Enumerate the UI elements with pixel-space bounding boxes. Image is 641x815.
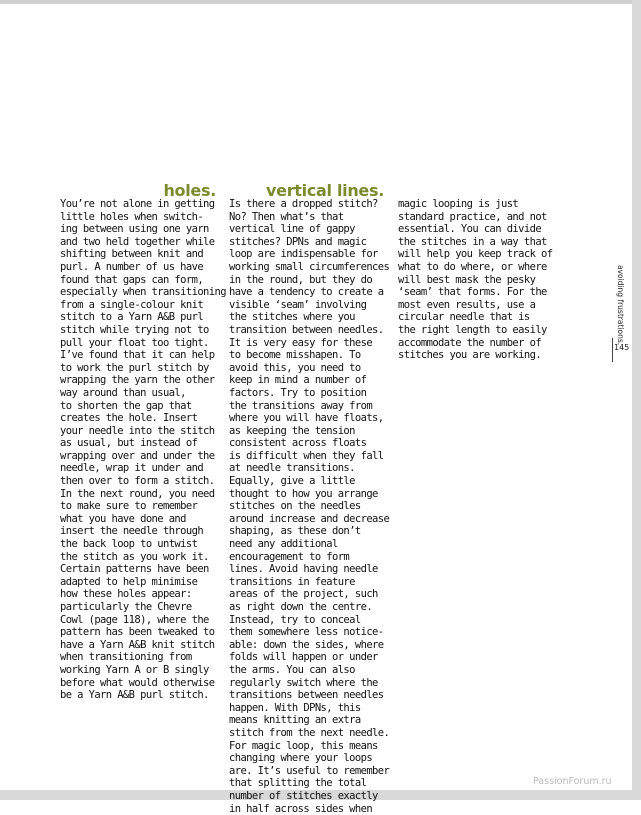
text-line: folds will happen or under xyxy=(229,651,389,664)
text-line: as usual, but instead of xyxy=(60,437,226,450)
text-line: lines. Avoid having needle xyxy=(229,563,389,576)
text-line: pull your float too tight. xyxy=(60,337,226,350)
text-line: are. It’s useful to remember xyxy=(229,765,389,778)
text-line: from a single-colour knit xyxy=(60,299,226,312)
text-line: the back loop to untwist xyxy=(60,538,226,551)
text-line: the transitions away from xyxy=(229,400,389,413)
text-line: purl. A number of us have xyxy=(60,261,226,274)
text-line: magic looping is just xyxy=(398,198,552,211)
text-line: avoid this, you need to xyxy=(229,362,389,375)
text-line: way around than usual, xyxy=(60,387,226,400)
running-section-title: avoiding frustrations. xyxy=(616,265,625,345)
text-line: the stitch as you work it. xyxy=(60,551,226,564)
text-line: transition between needles. xyxy=(229,324,389,337)
text-line: as right down the centre. xyxy=(229,601,389,614)
text-line: circular needle that is xyxy=(398,311,552,324)
text-line: wrapping over and under the xyxy=(60,450,226,463)
text-line: the arms. You can also xyxy=(229,664,389,677)
text-line: adapted to help minimise xyxy=(60,576,226,589)
text-line: transitions in feature xyxy=(229,576,389,589)
text-line: before what would otherwise xyxy=(60,677,226,690)
text-line: stitch from the next needle. xyxy=(229,727,389,740)
text-line: creates the hole. Insert xyxy=(60,412,226,425)
text-line: Certain patterns have been xyxy=(60,563,226,576)
text-line: regularly switch where the xyxy=(229,677,389,690)
text-line: at needle transitions. xyxy=(229,462,389,475)
text-line: is difficult when they fall xyxy=(229,450,389,463)
text-line: It is very easy for these xyxy=(229,337,389,350)
text-line: as keeping the tension xyxy=(229,425,389,438)
text-line: to work the purl stitch by xyxy=(60,362,226,375)
page-number: 145 xyxy=(614,343,629,352)
text-line: ‘seam’ that forms. For the xyxy=(398,286,552,299)
text-line: around increase and decrease xyxy=(229,513,389,526)
text-line: need any additional xyxy=(229,538,389,551)
text-line: the stitches where you xyxy=(229,311,389,324)
text-line: them somewhere less notice- xyxy=(229,626,389,639)
article-column-3 xyxy=(398,198,552,362)
text-line: stitches on the needles xyxy=(229,500,389,513)
text-line: changing where your loops xyxy=(229,752,389,765)
text-line: Cowl (page 118), where the xyxy=(60,614,226,627)
text-line: how these holes appear: xyxy=(60,588,226,601)
text-line: needle, wrap it under and xyxy=(60,462,226,475)
text-line: thought to how you arrange xyxy=(229,488,389,501)
text-line: For magic loop, this means xyxy=(229,740,389,753)
text-line: keep in mind a number of xyxy=(229,374,389,387)
text-line: insert the needle through xyxy=(60,525,226,538)
text-line: No? Then what’s that xyxy=(229,211,389,224)
page-edge-top xyxy=(0,0,641,4)
text-line: and two held together while xyxy=(60,236,226,249)
text-line: ing between using one yarn xyxy=(60,223,226,236)
text-line: found that gaps can form, xyxy=(60,274,226,287)
text-line: that splitting the total xyxy=(229,777,389,790)
text-line: wrapping the yarn the other xyxy=(60,374,226,387)
text-line: encouragement to form xyxy=(229,551,389,564)
text-line: I’ve found that it can help xyxy=(60,349,226,362)
text-line: then over to form a stitch. xyxy=(60,475,226,488)
article-column-2 xyxy=(229,198,389,815)
text-line: little holes when switch- xyxy=(60,211,226,224)
text-line: shaping, as these don’t xyxy=(229,525,389,538)
text-line: most even results, use a xyxy=(398,299,552,312)
text-line: have a tendency to create a xyxy=(229,286,389,299)
text-line: stitch while trying not to xyxy=(60,324,226,337)
text-line: to shorten the gap that xyxy=(60,400,226,413)
text-line: essential. You can divide xyxy=(398,223,552,236)
text-line: in the round, but they do xyxy=(229,274,389,287)
text-line: Equally, give a little xyxy=(229,475,389,488)
text-line: what you have done and xyxy=(60,513,226,526)
text-line: transitions between needles xyxy=(229,689,389,702)
page-number-rule xyxy=(612,338,613,362)
text-line: means knitting an extra xyxy=(229,714,389,727)
text-line: number of stitches exactly xyxy=(229,790,389,803)
text-line: happen. With DPNs, this xyxy=(229,702,389,715)
heading-holes: holes. xyxy=(60,181,216,200)
text-line: able: down the sides, where xyxy=(229,639,389,652)
text-line: when transitioning from xyxy=(60,651,226,664)
article-column-1 xyxy=(60,198,226,702)
text-line: visible ‘seam’ involving xyxy=(229,299,389,312)
page-edge-right xyxy=(632,0,641,800)
text-line: In the next round, you need xyxy=(60,488,226,501)
text-line: have a Yarn A&B knit stitch xyxy=(60,639,226,652)
text-line: in half across sides when xyxy=(229,803,389,815)
text-line: working Yarn A or B singly xyxy=(60,664,226,677)
text-line: be a Yarn A&B purl stitch. xyxy=(60,689,226,702)
text-line: accommodate the number of xyxy=(398,337,552,350)
text-line: the stitches in a way that xyxy=(398,236,552,249)
text-line: pattern has been tweaked to xyxy=(60,626,226,639)
watermark-text: PassionForum.ru xyxy=(533,776,612,787)
text-line: You’re not alone in getting xyxy=(60,198,226,211)
text-line: where you will have floats, xyxy=(229,412,389,425)
text-line: what to do where, or where xyxy=(398,261,552,274)
text-line: stitches? DPNs and magic xyxy=(229,236,389,249)
text-line: consistent across floats xyxy=(229,437,389,450)
text-line: Is there a dropped stitch? xyxy=(229,198,389,211)
text-line: especially when transitioning xyxy=(60,286,226,299)
text-line: areas of the project, such xyxy=(229,588,389,601)
text-line: stitches you are working. xyxy=(398,349,552,362)
text-line: working small circumferences xyxy=(229,261,389,274)
text-line: will help you keep track of xyxy=(398,248,552,261)
text-line: loop are indispensable for xyxy=(229,248,389,261)
text-line: to become misshapen. To xyxy=(229,349,389,362)
text-line: standard practice, and not xyxy=(398,211,552,224)
text-line: stitch to a Yarn A&B purl xyxy=(60,311,226,324)
text-line: Instead, try to conceal xyxy=(229,614,389,627)
text-line: to make sure to remember xyxy=(60,500,226,513)
text-line: factors. Try to position xyxy=(229,387,389,400)
text-line: shifting between knit and xyxy=(60,248,226,261)
heading-vertical-lines: vertical lines. xyxy=(228,181,384,200)
text-line: vertical line of gappy xyxy=(229,223,389,236)
text-line: the right length to easily xyxy=(398,324,552,337)
text-line: your needle into the stitch xyxy=(60,425,226,438)
text-line: will best mask the pesky xyxy=(398,274,552,287)
text-line: particularly the Chevre xyxy=(60,601,226,614)
